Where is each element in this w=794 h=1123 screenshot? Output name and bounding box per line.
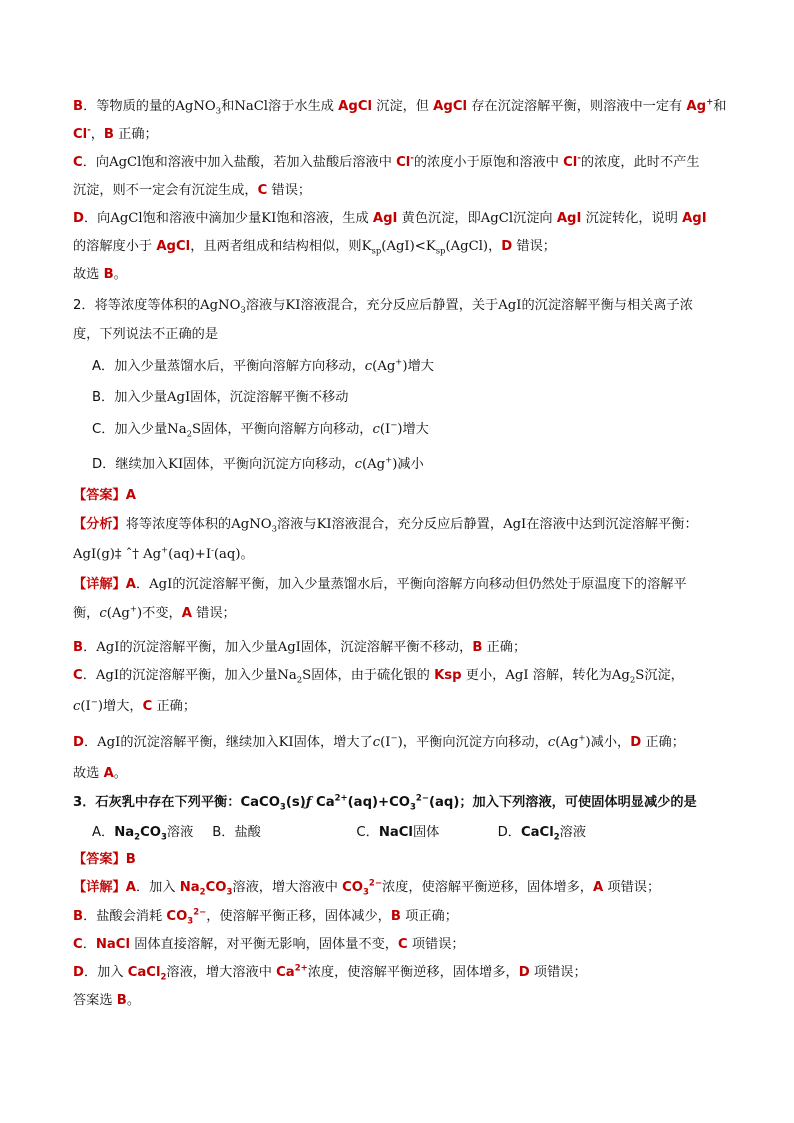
conclusion-line: 故选 B。 — [73, 267, 127, 282]
question-2-conclusion: 故选 A。 — [73, 766, 127, 781]
question-2-option-d: D．继续加入KI固体，平衡向沉淀方向移动，c(Ag+)减小 — [92, 455, 424, 472]
question-2-stem-2: 度，下列说法不正确的是 — [73, 327, 219, 342]
analysis-line-b-1: B．等物质的量的AgNO$_3$和NaCl溶于水生成 AgCl 沉淀，但 AgCl 存在沉淀溶解平衡，则溶液中一定有 Ag+和 — [73, 97, 727, 117]
question-3-stem: 3．石灰乳中存在下列平衡：CaCO$_3$(s)ƒ $Ca^{2+}(aq)+CO_3^{2-}(aq)$；加入下列溶液，可使固体明显减少的是 — [73, 793, 697, 813]
question-2-detail-a-2: 衡，c(Ag+)不变，A 错误； — [73, 604, 236, 621]
analysis-line-c-1: C．向AgCl饱和溶液中加入盐酸，若加入盐酸后溶液中 Cl-的浓度小于原饱和溶液中 Cl-的浓度，此时不产生 — [73, 153, 700, 170]
question-3-answer: 【答案】B — [73, 852, 136, 867]
question-2-option-b: B．加入少量AgI固体，沉淀溶解平衡不移动 — [92, 390, 349, 405]
question-3-detail-d: D．加入 CaCl$_2$溶液，增大溶液中 $Ca^{2+}$浓度，使溶解平衡逆移，固体增多，D 项错误； — [73, 963, 587, 983]
question-2-stem-1: 2．将等浓度等体积的AgNO$_3$溶液与KI溶液混合，充分反应后静置，关于AgI的沉淀溶解平衡与相关离子浓 — [73, 298, 693, 316]
question-2-analysis-equation: AgI(g)‡ ˆ† Ag+(aq)+I-(aq)。 — [73, 545, 254, 562]
question-2-analysis-1: 【分析】将等浓度等体积的AgNO$_3$溶液与KI溶液混合，充分反应后静置，AgI在溶液中达到沉淀溶解平衡： — [73, 517, 698, 535]
question-3-option-c: C．NaCl固体 — [356, 825, 440, 840]
question-2-detail-a-1: 【详解】A．AgI的沉淀溶解平衡，加入少量蒸馏水后，平衡向溶解方向移动但仍然处于原温度下的溶解平 — [73, 577, 687, 592]
question-2-detail-b: B．AgI的沉淀溶解平衡，加入少量AgI固体，沉淀溶解平衡不移动，B 正确； — [73, 640, 527, 655]
question-2-detail-d: D．AgI的沉淀溶解平衡，继续加入KI固体，增大了c(I−)，平衡向沉淀方向移动，c(Ag+)减小，D 正确； — [73, 733, 685, 750]
question-3-detail-b: B．盐酸会消耗 $CO_3^{2-}$，使溶解平衡正移，固体减少，B 项正确； — [73, 907, 458, 927]
analysis-line-d-2: 的溶解度小于 AgCl，且两者组成和结构相似，则$K_{sp}(AgI)<K_{sp}(AgCl)$，D 错误； — [73, 239, 556, 257]
question-2-option-c: C．加入少量$Na_2S$固体，平衡向溶解方向移动，c(I−)增大 — [92, 420, 429, 440]
analysis-line-c-2: 沉淀，则不一定会有沉淀生成，C 错误； — [73, 183, 312, 198]
question-2-detail-c-2: c(I−)增大，C 正确； — [73, 697, 197, 714]
question-3-option-d: D．CaCl$_2$溶液 — [497, 825, 587, 843]
question-3-conclusion: 答案选 B。 — [73, 993, 141, 1008]
analysis-line-b-2: Cl-，B 正确； — [73, 125, 158, 142]
analysis-line-d-1: D．向AgCl饱和溶液中滴加少量KI饱和溶液，生成 AgI 黄色沉淀，即AgCl沉淀向 AgI 沉淀转化，说明 AgI — [73, 211, 707, 226]
question-3-option-a: A．$Na_2CO_3$溶液 — [92, 825, 194, 843]
question-2-option-a: A．加入少量蒸馏水后，平衡向溶解方向移动，c(Ag+)增大 — [92, 357, 434, 374]
question-2-detail-c-1: C．AgI的沉淀溶解平衡，加入少量$Na_2S$固体，由于硫化银的 Ksp 更小，AgI 溶解，转化为$Ag_2S$沉淀， — [73, 668, 684, 686]
question-2-answer: 【答案】A — [73, 488, 136, 503]
question-3-option-b: B．盐酸 — [212, 825, 261, 840]
question-3-detail-a: 【详解】A．加入 $Na_2CO_3$溶液，增大溶液中 $CO_3^{2-}$浓度，使溶解平衡逆移，固体增多，A 项错误； — [73, 878, 661, 898]
question-3-options — [92, 823, 752, 843]
question-3-detail-c: C．NaCl 固体直接溶解，对平衡无影响，固体量不变，C 项错误； — [73, 937, 465, 952]
